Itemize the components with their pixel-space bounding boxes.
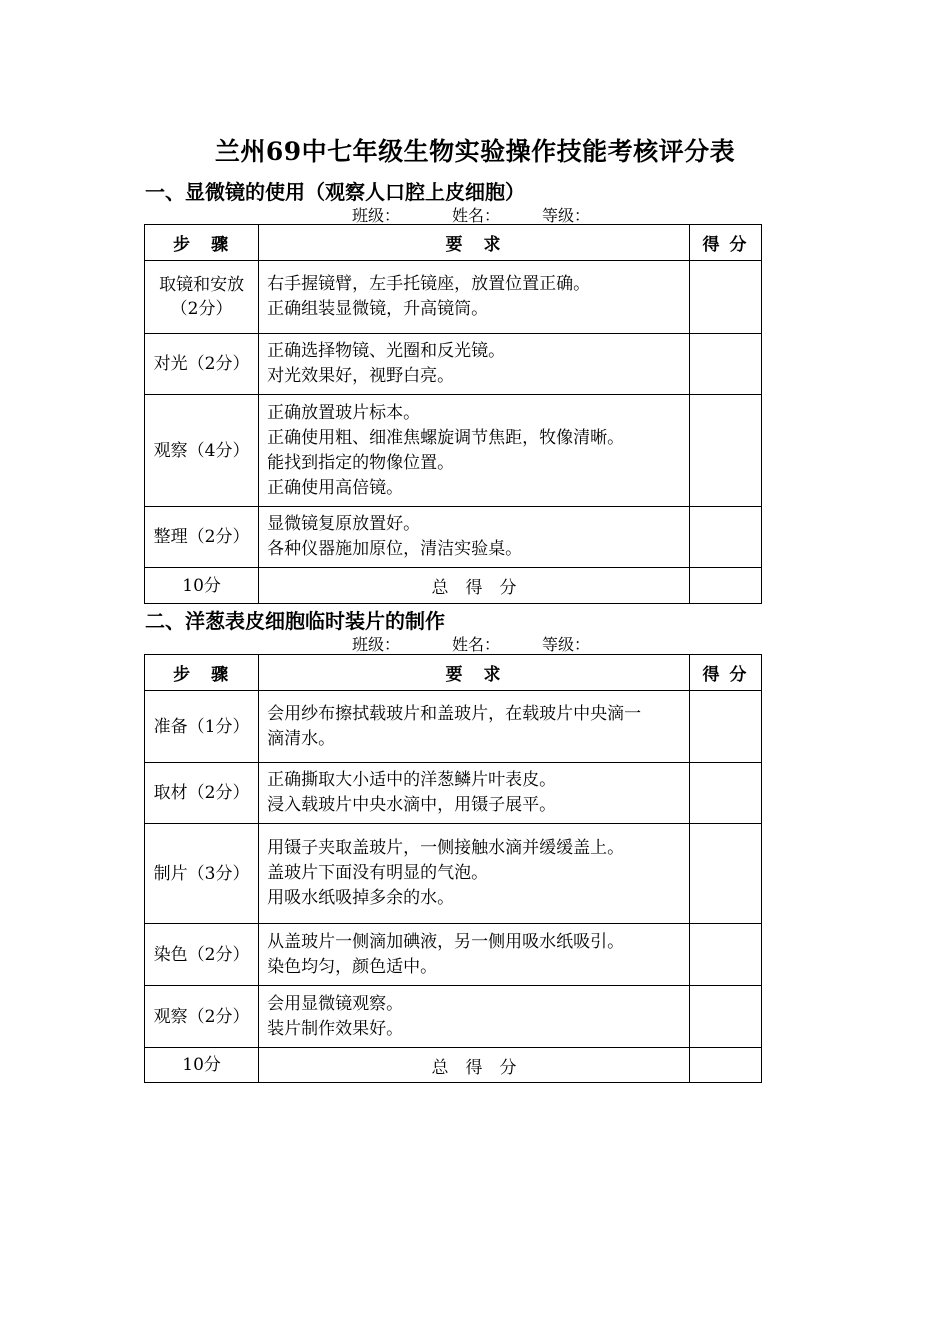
score-cell[interactable]	[689, 691, 761, 763]
requirement-line: 能找到指定的物像位置。	[267, 452, 455, 473]
requirement-line: 正确使用粗、细准焦螺旋调节焦距，牧像清晰。	[267, 427, 625, 448]
header-score: 得 分	[689, 225, 761, 261]
grade-label: 等级：	[542, 635, 591, 654]
requirement-line: 染色均匀，颜色适中。	[267, 956, 438, 977]
requirement-line: 从盖玻片一侧滴加碘液，另一侧用吸水纸吸引。	[267, 931, 625, 952]
step-label: 染色（2分）	[153, 944, 250, 965]
total-points: 10分	[145, 568, 259, 604]
total-score-cell[interactable]	[689, 1048, 761, 1083]
header-step: 步 骤	[145, 225, 259, 261]
requirement-line: 盖玻片下面没有明显的气泡。	[267, 863, 489, 883]
requirement-line: 正确使用高倍镜。	[267, 477, 404, 498]
requirement-line: 用镊子夹取盖玻片，一侧接触水滴并缓缓盖上。	[267, 838, 625, 858]
step-cell	[145, 507, 259, 568]
total-points: 10分	[145, 1048, 259, 1083]
step-cell	[145, 986, 259, 1048]
total-row	[145, 1048, 762, 1083]
table-row	[145, 334, 762, 395]
section2-info-line	[352, 632, 590, 655]
header-score: 得 分	[689, 655, 761, 691]
table-row	[145, 824, 762, 924]
requirement-line: 各种仪器施加原位，清洁实验桌。	[267, 539, 523, 559]
requirement-cell	[259, 507, 690, 568]
header-step: 步 骤	[145, 655, 259, 691]
step-cell	[145, 261, 259, 334]
score-cell[interactable]	[689, 763, 761, 824]
table-row	[145, 395, 762, 507]
header-requirement: 要 求	[259, 655, 690, 691]
requirement-cell	[259, 261, 690, 334]
section1-heading: 一、显微镜的使用（观察人口腔上皮细胞）	[145, 180, 525, 204]
step-label: 取材（2分）	[153, 783, 250, 803]
table-row	[145, 691, 762, 763]
step-cell	[145, 763, 259, 824]
requirement-cell	[259, 334, 690, 395]
step-cell	[145, 395, 259, 507]
requirement-cell	[259, 824, 690, 924]
step-label: 观察（4分）	[153, 440, 250, 461]
requirement-line: 会用显微镜观察。	[267, 993, 404, 1014]
requirement-line: 显微镜复原放置好。	[267, 514, 421, 534]
score-cell[interactable]	[689, 507, 761, 568]
requirement-line: 用吸水纸吸掉多余的水。	[267, 888, 455, 908]
requirement-line: 正确选择物镜、光圈和反光镜。	[267, 341, 506, 361]
step-label: 整理（2分）	[153, 527, 250, 547]
table-header-row	[145, 225, 762, 261]
step-cell	[145, 824, 259, 924]
total-row	[145, 568, 762, 604]
score-cell[interactable]	[689, 395, 761, 507]
step-label: 取镜和安放	[159, 275, 245, 295]
requirement-cell	[259, 763, 690, 824]
requirement-cell	[259, 986, 690, 1048]
requirement-line: 装片制作效果好。	[267, 1018, 404, 1039]
score-cell[interactable]	[689, 261, 761, 334]
requirement-cell	[259, 395, 690, 507]
score-cell[interactable]	[689, 334, 761, 395]
requirement-cell	[259, 691, 690, 763]
total-label: 总 得 分	[259, 568, 690, 604]
table-row	[145, 763, 762, 824]
step-label: 准备（1分）	[153, 716, 250, 737]
header-requirement: 要 求	[259, 225, 690, 261]
step-cell	[145, 334, 259, 395]
section1-info-line	[352, 203, 590, 226]
score-cell[interactable]	[689, 986, 761, 1048]
table-row	[145, 507, 762, 568]
requirement-line: 右手握镜臂，左手托镜座，放置位置正确。	[267, 274, 591, 294]
total-label: 总 得 分	[259, 1048, 690, 1083]
step-label: 观察（2分）	[153, 1006, 250, 1027]
requirement-line: 浸入载玻片中央水滴中，用镊子展平。	[267, 795, 557, 815]
table-row	[145, 261, 762, 334]
step-cell	[145, 924, 259, 986]
requirement-line: 滴清水。	[267, 728, 336, 749]
section1-table	[144, 224, 762, 604]
requirement-line: 正确组装显微镜，升高镜筒。	[267, 299, 489, 319]
requirement-cell	[259, 924, 690, 986]
class-label: 班级：	[352, 206, 401, 225]
total-score-cell[interactable]	[689, 568, 761, 604]
document-title: 兰州69中七年级生物实验操作技能考核评分表	[214, 137, 736, 166]
step-points: （2分）	[170, 299, 233, 319]
requirement-line: 会用纱布擦拭载玻片和盖玻片，在载玻片中央滴一	[267, 703, 642, 724]
requirement-line: 对光效果好，视野白亮。	[267, 366, 455, 386]
step-label: 制片（3分）	[153, 863, 250, 884]
requirement-line: 正确撕取大小适中的洋葱鳞片叶表皮。	[267, 770, 557, 790]
score-cell[interactable]	[689, 924, 761, 986]
name-label: 姓名：	[452, 635, 501, 654]
grade-label: 等级：	[542, 206, 591, 225]
table-row	[145, 924, 762, 986]
step-cell	[145, 691, 259, 763]
class-label: 班级：	[352, 635, 401, 654]
section2-table	[144, 654, 762, 1083]
requirement-line: 正确放置玻片标本。	[267, 402, 421, 423]
step-label: 对光（2分）	[153, 354, 250, 374]
table-row	[145, 986, 762, 1048]
table-header-row	[145, 655, 762, 691]
name-label: 姓名：	[452, 206, 501, 225]
section2-heading: 二、洋葱表皮细胞临时装片的制作	[145, 609, 445, 633]
score-cell[interactable]	[689, 824, 761, 924]
